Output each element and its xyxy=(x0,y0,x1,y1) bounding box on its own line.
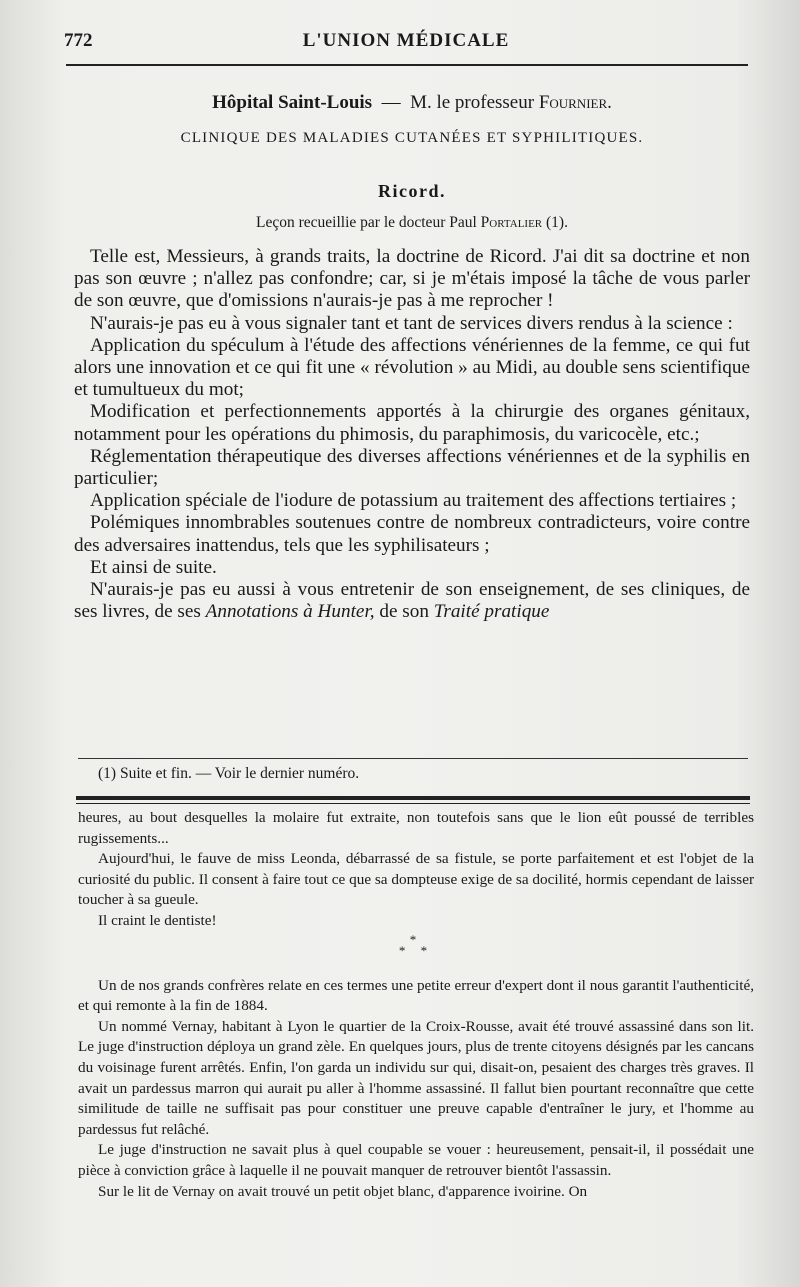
hospital-name: Fournier. xyxy=(538,92,612,113)
hospital-dash: — xyxy=(381,92,401,113)
feuilleton xyxy=(78,808,754,1202)
article-paragraph: N'aurais-je pas eu à vous signaler tant et tant de services divers rendus à la science : xyxy=(90,312,733,334)
article-paragraph: Et ainsi de suite. xyxy=(90,556,217,578)
feuilleton-paragraph: Le juge d'instruction ne savait plus à quel coupable se vouer : heureusement, pensait-il, il possédait une pièce à conviction grâce à laquelle il ne pouvait manquer de retrouver bientôt l'assassin. xyxy=(78,1141,754,1179)
article-paragraph: Telle est, Messieurs, à grands traits, la doctrine de Ricord. J'ai dit sa doctrine et non pas son œuvre ; n'allez pas confondre; car, si je m'étais imposé la tâche de vous parler de son œuvre, que d'omissions n'aurais-je pas à me reprocher ! xyxy=(74,246,750,312)
last-paragraph-start: N'aurais-je pas eu aussi à vous entretenir de son enseignement, de ses cliniques, de ses livres, de ses xyxy=(74,579,750,623)
clinic-title: CLINIQUE DES MALADIES CUTANÉES ET SYPHILITIQUES. xyxy=(180,130,644,146)
running-head xyxy=(64,30,748,56)
last-paragraph-mid: de son xyxy=(379,601,429,623)
lesson-title: Ricord. xyxy=(378,181,446,201)
footnote-rule xyxy=(78,758,748,759)
traite-title: Traité pratique xyxy=(433,601,550,623)
feuilleton-paragraph: Un nommé Vernay, habitant à Lyon le quartier de la Croix-Rousse, avait été trouvé assassiné dans son lit. Le juge d'instruction déploya un grand zèle. En quelques jours, plus de trente citoyens désignés par les cancans du voisinage furent arrêtés. Enfin, l'on garda un individu sur qui, disait-on, pesaient des charges très graves. Il avait un pardessus marron qui aurait pu aller à l'homme assassiné. Il fallut bien pourtant reconnaître que cette similitude de taille ne suffisait pas pour constituer une preuve capable d'entraîner le jury, et l'homme au pardessus fut relâché. xyxy=(78,1017,754,1138)
article-paragraph: Modification et perfectionnements apportés à la chirurgie des organes génitaux, notamment pour les opérations du phimosis, du paraphimosis, du varicocèle, etc.; xyxy=(74,401,750,445)
feuilleton-paragraph: Aujourd'hui, le fauve de miss Leonda, débarrassé de sa fistule, se porte parfaitement et est l'objet de la curiosité du public. Il consent à faire tout ce que sa dompteuse exige de sa docilité, hormis cependant de laisser toucher à sa gueule. xyxy=(78,850,754,909)
footnote: (1) Suite et fin. — Voir le dernier numéro. xyxy=(98,765,360,782)
journal-name: L'UNION MÉDICALE xyxy=(302,30,510,51)
article-paragraph: Application du spéculum à l'étude des affections vénériennes de la femme, ce qui fut alors une innovation et ce qui fit une « révolution » au Midi, au double sens scientifique et tumultueux du mot; xyxy=(74,334,750,401)
section-separator xyxy=(78,931,754,958)
article-paragraph: Réglementation thérapeutique des diverses affections vénériennes et de la syphilis en particulier; xyxy=(74,445,750,490)
article-paragraph: Polémiques innombrables soutenues contre de nombreux contradicteurs, voire contre des adversaires inattendus, tels que les syphilisateurs ; xyxy=(74,512,750,556)
feuilleton-paragraph: Il craint le dentiste! xyxy=(98,911,217,929)
lesson-subtitle-name: Portalier xyxy=(480,214,543,231)
feuilleton-rule-thin xyxy=(76,803,750,804)
separator-star-top: * xyxy=(409,931,423,947)
feuilleton-paragraph: Sur le lit de Vernay on avait trouvé un petit objet blanc, d'apparence ivoirine. On xyxy=(98,1182,588,1200)
separator-stars-bottom: * * xyxy=(398,942,434,958)
hospital-prof: M. le professeur xyxy=(410,92,535,113)
article-paragraph: Application spéciale de l'iodure de potassium au traitement des affections tertiaires ; xyxy=(90,490,737,512)
annotations-title: Annotations à Hunter, xyxy=(205,601,375,623)
feuilleton-paragraph: Un de nos grands confrères relate en ces termes une petite erreur d'expert dont il nous garantit l'authenticité, et qui remonte à la fin de 1884. xyxy=(78,976,754,1015)
header-rule xyxy=(66,64,748,66)
feuilleton-rule-thick xyxy=(76,796,750,800)
lesson-subtitle-prefix: Leçon recueillie par le docteur Paul xyxy=(256,214,477,231)
hospital-heading xyxy=(74,92,750,114)
article-paragraph-last xyxy=(74,579,750,623)
feuilleton-paragraph: heures, au bout desquelles la molaire fut extraite, non toutefois sans que le lion eût poussé de terribles rugissements... xyxy=(78,809,754,847)
page-number: 772 xyxy=(64,30,93,51)
article-body xyxy=(74,246,750,623)
hospital-label: Hôpital Saint-Louis xyxy=(212,92,373,113)
lesson-subtitle xyxy=(74,214,750,232)
article xyxy=(74,92,750,623)
lesson-subtitle-ref: (1). xyxy=(546,214,568,231)
